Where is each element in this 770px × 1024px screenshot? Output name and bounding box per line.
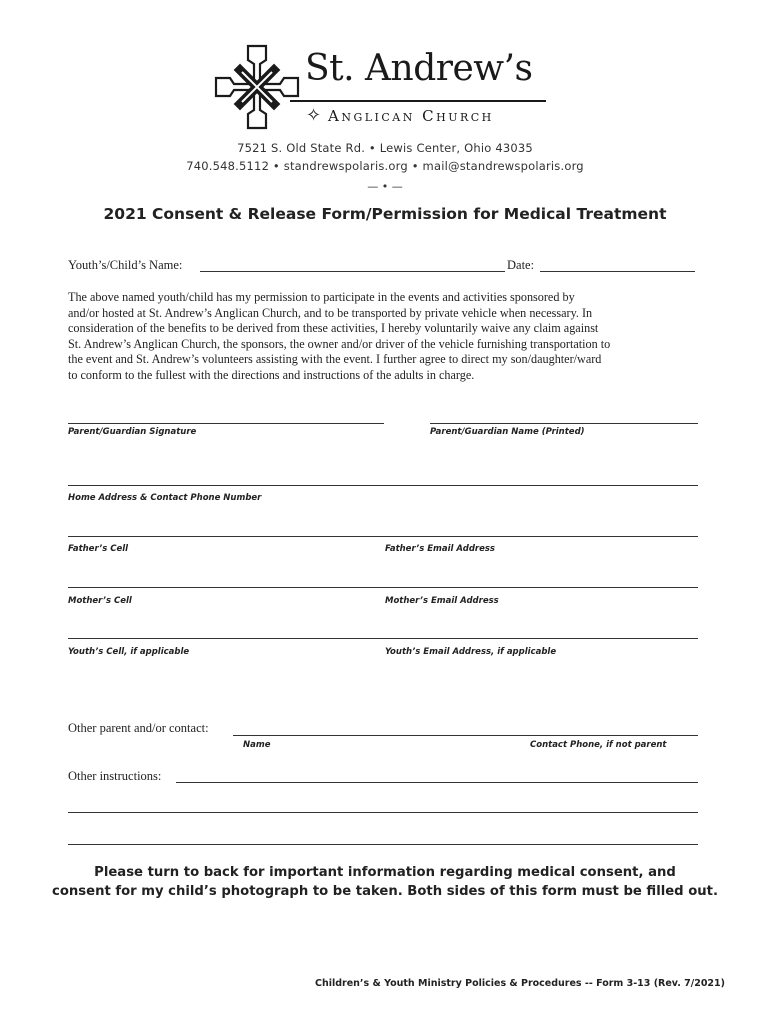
youth-name-label: Youth’s/Child’s Name: bbox=[68, 258, 183, 272]
church-subtitle: Anglican Church bbox=[328, 107, 494, 125]
other-contact-name-caption: Name bbox=[243, 740, 271, 750]
mother-email-caption: Mother’s Email Address bbox=[385, 596, 499, 606]
paragraph-line: to conform to the fullest with the directions and instructions of the adults in charge. bbox=[68, 367, 475, 382]
church-cross-logo bbox=[212, 42, 302, 132]
other-instructions-line-3[interactable] bbox=[68, 844, 698, 845]
header-divider: — • — bbox=[367, 180, 403, 193]
guardian-name-field[interactable] bbox=[430, 423, 698, 424]
mother-contact-field[interactable] bbox=[68, 587, 698, 588]
other-contact-field[interactable] bbox=[233, 735, 698, 736]
father-email-caption: Father’s Email Address bbox=[385, 544, 495, 554]
guardian-name-caption: Parent/Guardian Name (Printed) bbox=[430, 427, 585, 437]
other-contact-label: Other parent and/or contact: bbox=[68, 721, 209, 735]
guardian-signature-field[interactable] bbox=[68, 423, 384, 424]
other-instructions-field[interactable] bbox=[176, 782, 698, 783]
youth-email-caption: Youth’s Email Address, if applicable bbox=[385, 647, 557, 657]
youth-name-row bbox=[68, 258, 182, 273]
paragraph-line: St. Andrew’s Anglican Church, the sponsors, the owner and/or driver of the vehicle furnishing transportation to bbox=[68, 336, 611, 351]
notice-line-1: Please turn to back for important information regarding medical consent, and bbox=[94, 865, 676, 880]
paragraph-line: the event and St. Andrew’s volunteers assisting with the event. I further agree to direct my son/daughter/ward bbox=[68, 352, 602, 367]
date-field[interactable] bbox=[540, 271, 695, 272]
father-cell-caption: Father’s Cell bbox=[68, 544, 129, 554]
other-instructions-line-2[interactable] bbox=[68, 812, 698, 813]
father-contact-field[interactable] bbox=[68, 536, 698, 537]
church-name: St. Andrew’s bbox=[305, 48, 533, 89]
youth-name-field[interactable] bbox=[200, 271, 505, 272]
home-address-caption: Home Address & Contact Phone Number bbox=[68, 493, 262, 503]
star-ornament-icon: ✧ bbox=[306, 105, 322, 125]
other-contact-phone-caption: Contact Phone, if not parent bbox=[530, 740, 667, 750]
guardian-signature-caption: Parent/Guardian Signature bbox=[68, 427, 197, 437]
youth-contact-field[interactable] bbox=[68, 638, 698, 639]
church-name-rule bbox=[290, 100, 546, 102]
other-instructions-label: Other instructions: bbox=[68, 769, 162, 783]
consent-paragraph bbox=[68, 290, 703, 384]
paragraph-line: consideration of the benefits to be derived from these activities, I hereby voluntarily waive any claim against bbox=[68, 321, 599, 336]
church-address: 7521 S. Old State Rd. • Lewis Center, Ohio 43035 bbox=[237, 141, 533, 155]
form-title: 2021 Consent & Release Form/Permission for Medical Treatment bbox=[103, 205, 667, 223]
paragraph-line: The above named youth/child has my permission to participate in the events and activities sponsored by bbox=[68, 290, 575, 304]
church-contact: 740.548.5112 • standrewspolaris.org • mail@standrewspolaris.org bbox=[186, 159, 584, 173]
form-footer: Children’s & Youth Ministry Policies & Procedures -- Form 3-13 (Rev. 7/2021) bbox=[314, 978, 725, 989]
date-label: Date: bbox=[507, 258, 535, 272]
home-address-field[interactable] bbox=[68, 485, 698, 486]
mother-cell-caption: Mother’s Cell bbox=[68, 596, 132, 606]
youth-cell-caption: Youth’s Cell, if applicable bbox=[68, 647, 190, 657]
paragraph-line: and/or hosted at St. Andrew’s Anglican Church, and to be transported by private vehicle when necessary. In bbox=[68, 305, 593, 320]
notice-line-2: consent for my child’s photograph to be taken. Both sides of this form must be filled out. bbox=[52, 884, 718, 899]
